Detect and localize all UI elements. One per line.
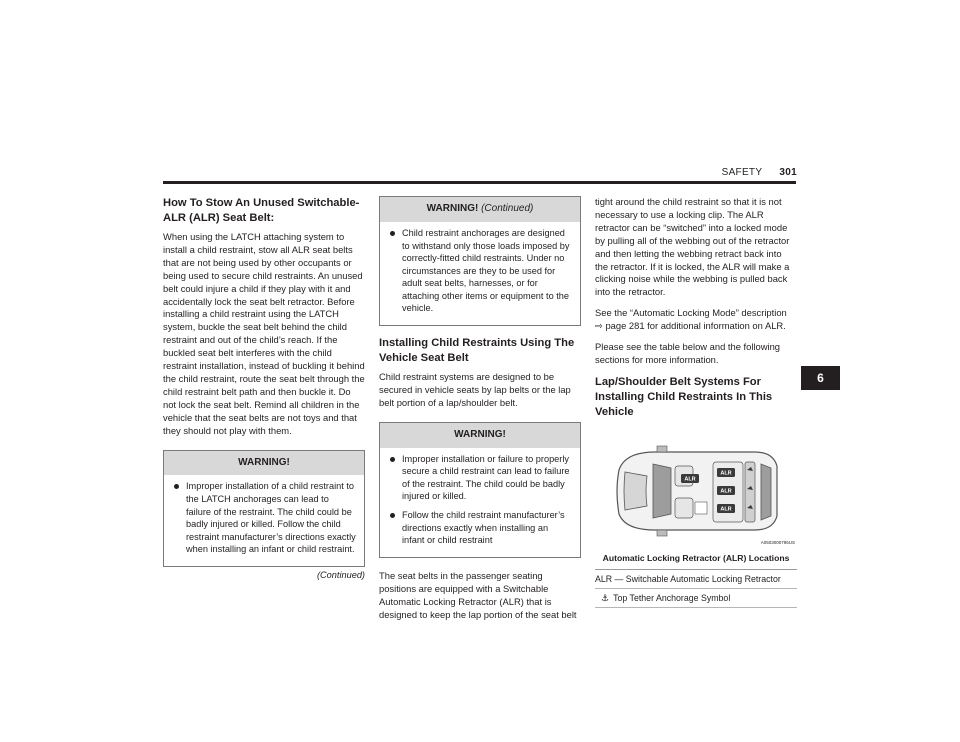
legend-tether: Top Tether Anchorage Symbol xyxy=(613,592,731,603)
section-title: SAFETY xyxy=(721,167,763,178)
warning-title: WARNING! xyxy=(426,203,479,214)
alr-badge-rear-center: ALR xyxy=(720,488,732,495)
alr-location-figure xyxy=(595,436,797,565)
warning-title-continued xyxy=(380,197,580,222)
continued-note: (Continued) xyxy=(316,569,365,580)
heading-lap-shoulder-belt: Lap/Shoulder Belt Systems For Installing Child Restraints In This Vehicle xyxy=(595,375,773,418)
heading-installing-seat-belt: Installing Child Restraints Using The Vehicle Seat Belt xyxy=(379,337,575,365)
warning-box-installation xyxy=(379,422,581,558)
chapter-tab: 6 xyxy=(801,366,840,390)
tether-anchor-icon: ⚓ xyxy=(601,592,610,603)
warning-title: WARNING! xyxy=(164,451,364,476)
paragraph-see-automatic-locking: See the “Automatic Locking Mode” description ⇨ page 281 for additional information on ALR. xyxy=(595,307,787,332)
paragraph-alr-locking: tight around the child restraint so that it is not necessary to use a locking clip. The ALR retractor can be “switched” into a locked mode by pulling all of the webbing out of the retractor and then letting the webbing retract back into the retractor. If it is locked, the ALR will make a clicking noise while the webbing is pulled back into the retractor. xyxy=(595,196,790,298)
heading-stow-alr: How To Stow An Unused Switchable-ALR (ALR) Seat Belt: xyxy=(163,197,360,224)
alr-badge-rear-right: ALR xyxy=(720,506,732,513)
warning-title: WARNING! xyxy=(380,423,580,448)
paragraph-see-table: Please see the table below and the following sections for more information. xyxy=(595,341,781,365)
alr-badge-rear-left: ALR xyxy=(720,470,732,477)
alr-badge-front: ALR xyxy=(684,476,696,483)
warning-item: Child restraint anchorages are designed to withstand only those loads imposed by correctly-fitted child restraints. Under no circumstances are they to be used for adult seat belts, harnesses, or for attaching other items or equipment to the vehicle. xyxy=(388,227,572,315)
column-2 xyxy=(379,196,581,629)
paragraph-passenger-seat-belts: The seat belts in the passenger seating positions are equipped with a Switchable Automatic Locking Retractor (ALR) that is designed to keep the lap portion of the seat belt xyxy=(379,569,577,620)
figure-legend xyxy=(595,569,797,608)
running-header xyxy=(722,167,797,178)
paragraph-restraint-systems: Child restraint systems are designed to be secured in vehicle seats by lap belts or the lap belt portion of a lap/shoulder belt. xyxy=(379,371,571,408)
figure-caption: Automatic Locking Retractor (ALR) Locations xyxy=(602,552,790,563)
warning-item: Improper installation of a child restraint to the LATCH anchorages can lead to failure of the restraint. The child could be badly injured or killed. Follow the child restraint manufacturer’s directions exactly when installing an infant or child restraint. xyxy=(172,480,356,556)
page-number: 301 xyxy=(779,167,797,178)
column-3 xyxy=(595,196,797,608)
warning-item: Improper installation or failure to properly secure a child restraint can lead to failure of the restraint. The child could be badly injured or killed. xyxy=(388,453,572,503)
warning-continued-label: (Continued) xyxy=(481,203,534,214)
paragraph-stow-alr: When using the LATCH attaching system to install a child restraint, stow all ALR seat belts that are not being used by other occupants or being used to secure child restraints. An unused belt could injure a child if they play with it and accidentally lock the seat belt retractor. Before installing a child restraint using the LATCH system, buckle the seat belt behind the child restraint and out of the child’s reach. If the buckled seat belt interferes with the child restraint installation, instead of buckling it behind the child restraint, route the seat belt through the child restraint belt path and then buckle it. Do not lock the seat belt. Remind all children in the vehicle that the seat belts are not toys and that they should not play with them. xyxy=(163,231,365,436)
header-rule xyxy=(163,181,796,184)
column-1 xyxy=(163,196,365,582)
figure-image-code: A0503000796US xyxy=(760,539,795,545)
warning-box-continued xyxy=(379,196,581,326)
warning-box-latch xyxy=(163,450,365,567)
legend-alr: ALR — Switchable Automatic Locking Retractor xyxy=(595,570,797,589)
vehicle-top-view-diagram xyxy=(595,436,797,546)
legend-tether-row xyxy=(595,589,797,608)
warning-item: Follow the child restraint manufacturer’s directions exactly when installing an infant or child restraint xyxy=(388,509,572,547)
